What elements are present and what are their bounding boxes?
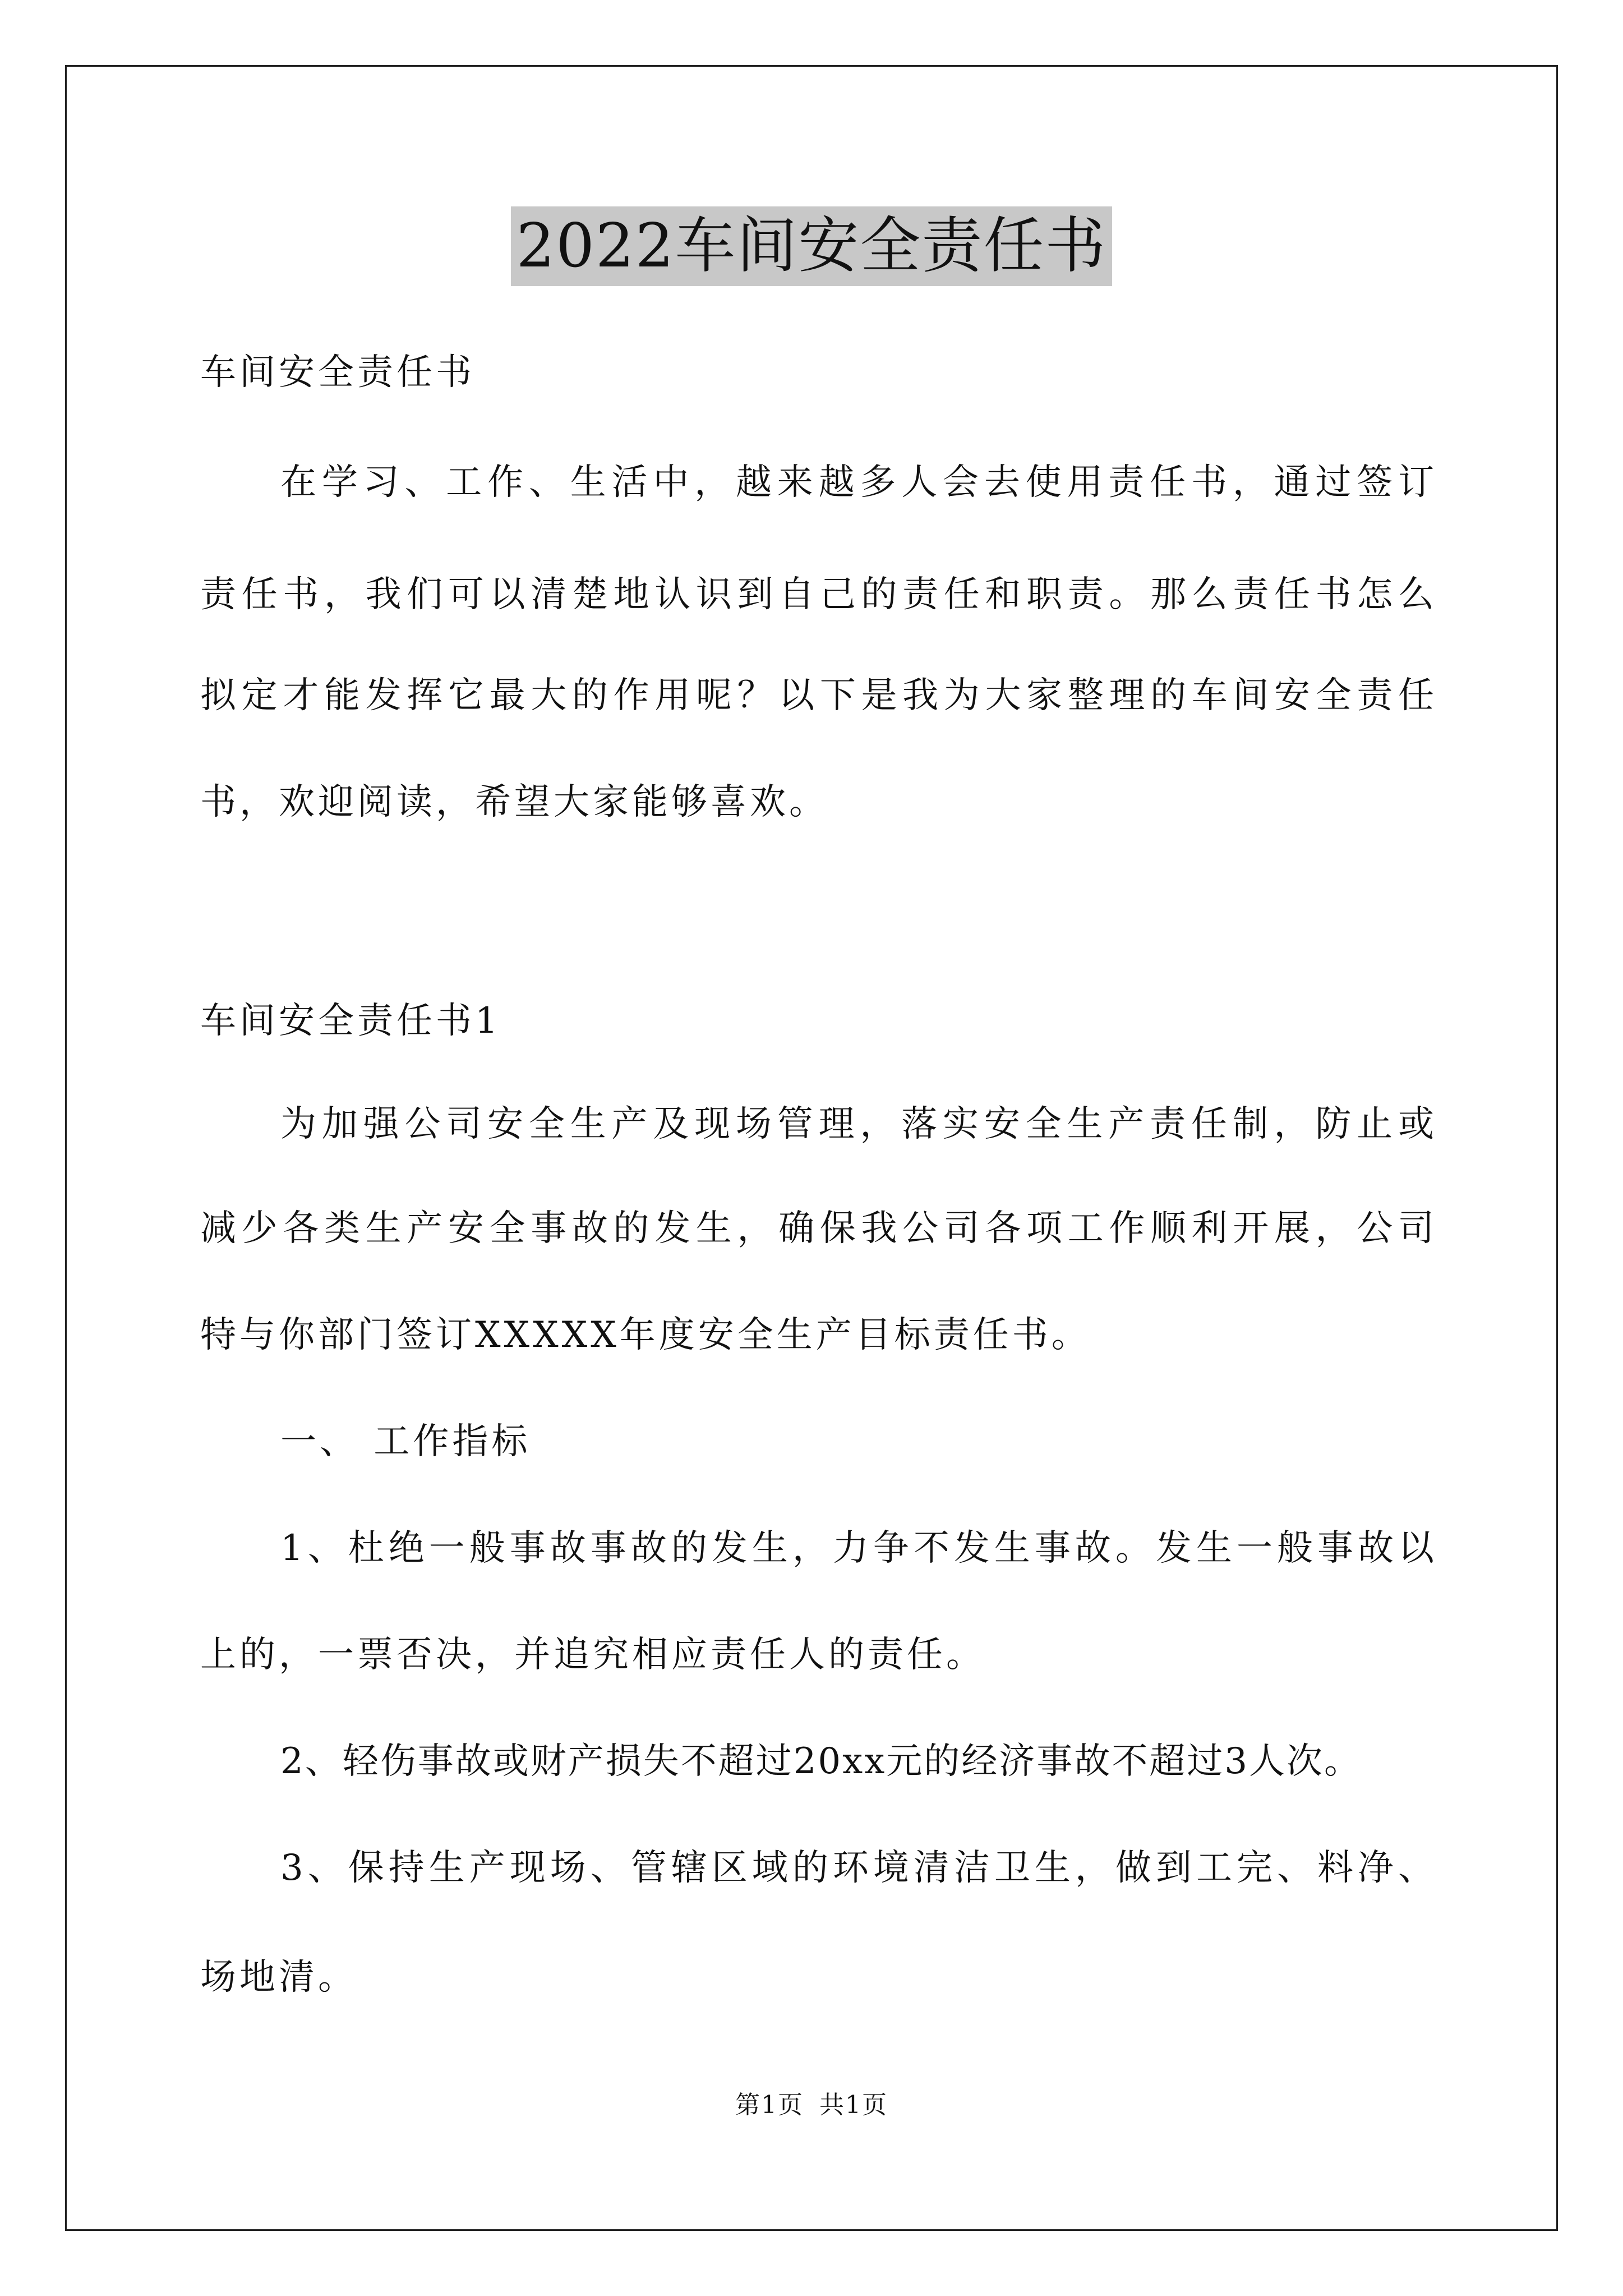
section-line-3: 特与你部门签订XXXXX年度安全生产目标责任书。: [200, 1314, 1091, 1356]
item-2: 2、轻伤事故或财产损失不超过20xx元的经济事故不超过3人次。: [280, 1741, 1362, 1782]
document-title: 2022车间安全责任书: [511, 206, 1113, 286]
page-number: 第1页: [735, 2091, 804, 2119]
page-total: 共1页: [819, 2091, 888, 2119]
intro-line-2: 责任书，我们可以清楚地认识到自己的责任和职责。那么责任书怎么: [200, 574, 1434, 615]
intro-line-4: 书，欢迎阅读，希望大家能够喜欢。: [200, 781, 828, 823]
item-3-line-1: 3、保持生产现场、管辖区域的环境清洁卫生，做到工完、料净、: [280, 1847, 1434, 1889]
item-3-line-2: 场地清。: [200, 1957, 357, 1998]
page-footer: [0, 2090, 1623, 2120]
item-1-line-1: 1、杜绝一般事故事故的发生，力争不发生事故。发生一般事故以: [280, 1527, 1434, 1569]
intro-line-1: 在学习、工作、生活中，越来越多人会去使用责任书，通过签订: [280, 462, 1434, 503]
title-container: [0, 206, 1623, 286]
list-heading: 一、 工作指标: [280, 1421, 531, 1462]
section-line-1: 为加强公司安全生产及现场管理，落实安全生产责任制，防止或: [280, 1103, 1434, 1145]
section-line-2: 减少各类生产安全事故的发生，确保我公司各项工作顺利开展，公司: [200, 1208, 1434, 1249]
item-1-line-2: 上的，一票否决，并追究相应责任人的责任。: [200, 1634, 985, 1676]
document-subtitle: 车间安全责任书: [200, 352, 475, 393]
section-heading: 车间安全责任书1: [200, 1000, 501, 1042]
intro-line-3: 拟定才能发挥它最大的作用呢？以下是我为大家整理的车间安全责任: [200, 675, 1434, 716]
